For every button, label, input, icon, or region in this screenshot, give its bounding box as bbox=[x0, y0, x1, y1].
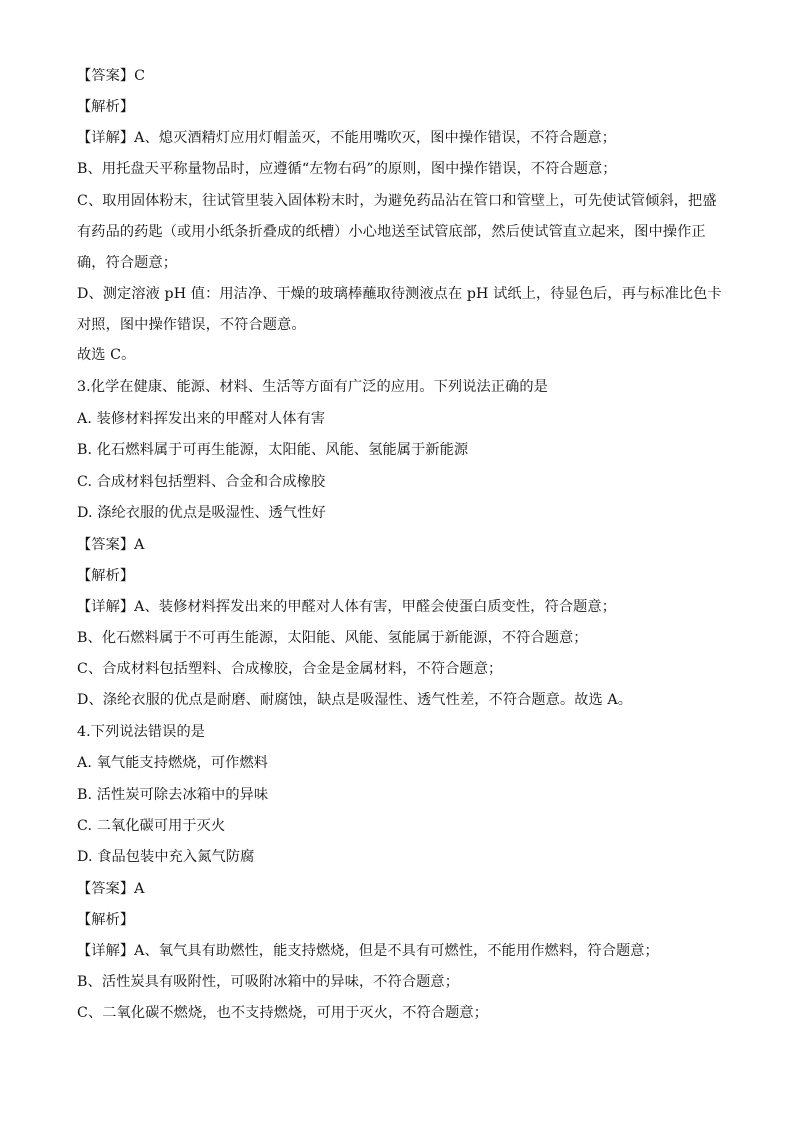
detail-a: 【详解】A、熄灭酒精灯应用灯帽盖灭，不能用嘴吹灭，图中操作错误，不符合题意； bbox=[77, 130, 616, 146]
question-3-answer: 【答案】A bbox=[77, 537, 145, 553]
question-3-detail-a: 【详解】A、装修材料挥发出来的甲醛对人体有害，甲醛会使蛋白质变性，符合题意； bbox=[77, 599, 616, 615]
detail-c: C、取用固体粉末，往试管里装入固体粉末时，为避免药品沾在管口和管壁上，可先使试管倾斜，把盛有药品的药匙（或用小纸条折叠成的纸槽）小心地送至试管底部，然后使试管直立起来，图中操作正确，符合题意； bbox=[77, 193, 717, 271]
question-3-option-a: A. 装修材料挥发出来的甲醛对人体有害 bbox=[77, 411, 326, 427]
question-4-option-b: B. 活性炭可除去冰箱中的异味 bbox=[77, 787, 269, 803]
question-3-option-c: C. 合成材料包括塑料、合金和合成橡胶 bbox=[77, 474, 326, 490]
question-3-analysis-label: 【解析】 bbox=[77, 568, 135, 584]
question-3-detail-c: C、合成材料包括塑料、合成橡胶，合金是金属材料，不符合题意； bbox=[77, 661, 503, 677]
question-4-detail-c: C、二氧化碳不燃烧，也不支持燃烧，可用于灭火，不符合题意； bbox=[77, 1005, 489, 1021]
question-4-answer: 【答案】A bbox=[77, 881, 145, 897]
conclusion: 故选 C。 bbox=[77, 347, 136, 363]
question-3-option-b: B. 化石燃料属于可再生能源，太阳能、风能、氢能属于新能源 bbox=[77, 442, 469, 458]
question-4-stem: 4.下列说法错误的是 bbox=[77, 724, 206, 740]
answer-label: 【答案】C bbox=[77, 68, 146, 84]
question-4-detail-b: B、活性炭具有吸附性，可吸附冰箱中的异味，不符合题意； bbox=[77, 974, 460, 990]
question-4-option-d: D. 食品包装中充入氮气防腐 bbox=[77, 849, 255, 865]
question-3-option-d: D. 涤纶衣服的优点是吸湿性、透气性好 bbox=[77, 505, 326, 521]
question-4-option-a: A. 氧气能支持燃烧，可作燃料 bbox=[77, 755, 269, 771]
question-3-detail-d: D、涤纶衣服的优点是耐磨、耐腐蚀，缺点是吸湿性、透气性差，不符合题意。故选 A。 bbox=[77, 692, 633, 708]
analysis-label: 【解析】 bbox=[77, 99, 135, 115]
detail-d: D、测定溶液 pH 值：用洁净、干燥的玻璃棒蘸取待测液点在 pH 试纸上，待显色后，再与标准比色卡对照，图中操作错误，不符合题意。 bbox=[77, 286, 722, 333]
question-4-detail-a: 【详解】A、氧气具有助燃性，能支持燃烧，但是不具有可燃性，不能用作燃料，符合题意； bbox=[77, 943, 659, 959]
question-3-detail-b: B、化石燃料属于不可再生能源，太阳能、风能、氢能属于新能源，不符合题意； bbox=[77, 630, 588, 646]
question-4-analysis-label: 【解析】 bbox=[77, 912, 135, 928]
question-4-option-c: C. 二氧化碳可用于灭火 bbox=[77, 818, 226, 834]
detail-b: B、用托盘天平称量物品时，应遵循“左物右码”的原则，图中操作错误，不符合题意； bbox=[77, 161, 617, 177]
question-3-stem: 3.化学在健康、能源、材料、生活等方面有广泛的应用。下列说法正确的是 bbox=[77, 379, 548, 395]
